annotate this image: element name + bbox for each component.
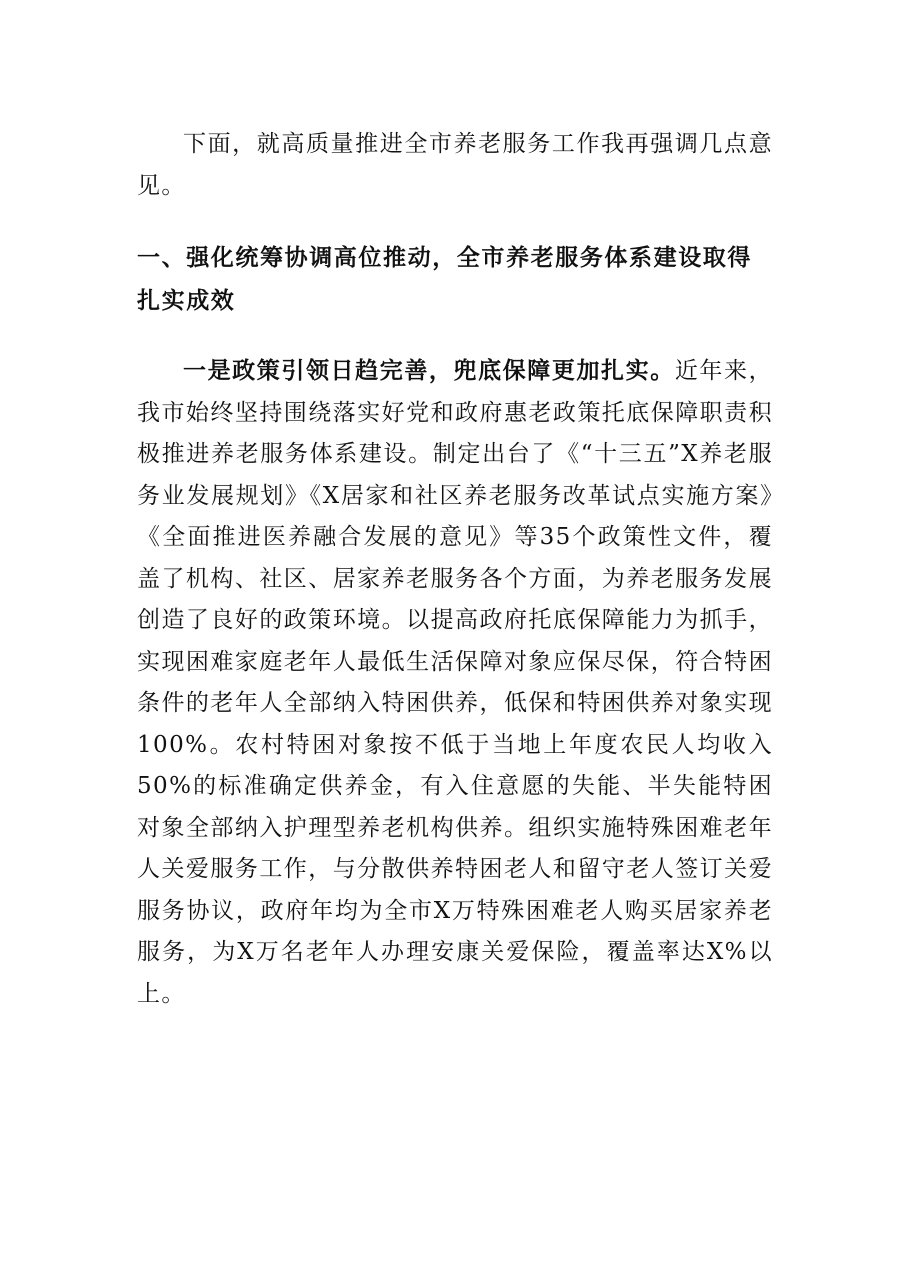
- paragraph-body: 近年来，我市始终坚持围绕落实好党和政府惠老政策托底保障职责积极推进养老服务体系建设。制定出台了《“十三五”X养老服务业发展规划》《X居家和社区养老服务改革试点实施方案》《全面推进医养融合发展的意见》等35个政策性文件，覆盖了机构、社区、居家养老服务各个方面，为养老服务发展创造了良好的政策环境。以提高政府托底保障能力为抓手，实现困难家庭老年人最低生活保障对象应保尽保，符合特困条件的老年人全部纳入特困供养，低保和特困供养对象实现100%。农村特困对象按不低于当地上年度农民人均收入50%的标准确定供养金，有入住意愿的失能、半失能特困对象全部纳入护理型养老机构供养。组织实施特殊困难老年人关爱服务工作，与分散供养特困老人和留守老人签订关爱服务协议，政府年均为全市X万特殊困难老人购买居家养老服务，为X万名老年人办理安康关爱保险，覆盖率达X%以上。: [137, 358, 774, 1007]
- document-body: [137, 124, 773, 1015]
- body-paragraph: [137, 351, 773, 1015]
- intro-paragraph: 下面，就高质量推进全市养老服务工作我再强调几点意见。: [137, 131, 773, 199]
- section-heading: 一、强化统筹协调高位推动，全市养老服务体系建设取得扎实成效: [137, 245, 752, 314]
- paragraph-lead: 一是政策引领日趋完善，兜底保障更加扎实。: [183, 358, 675, 384]
